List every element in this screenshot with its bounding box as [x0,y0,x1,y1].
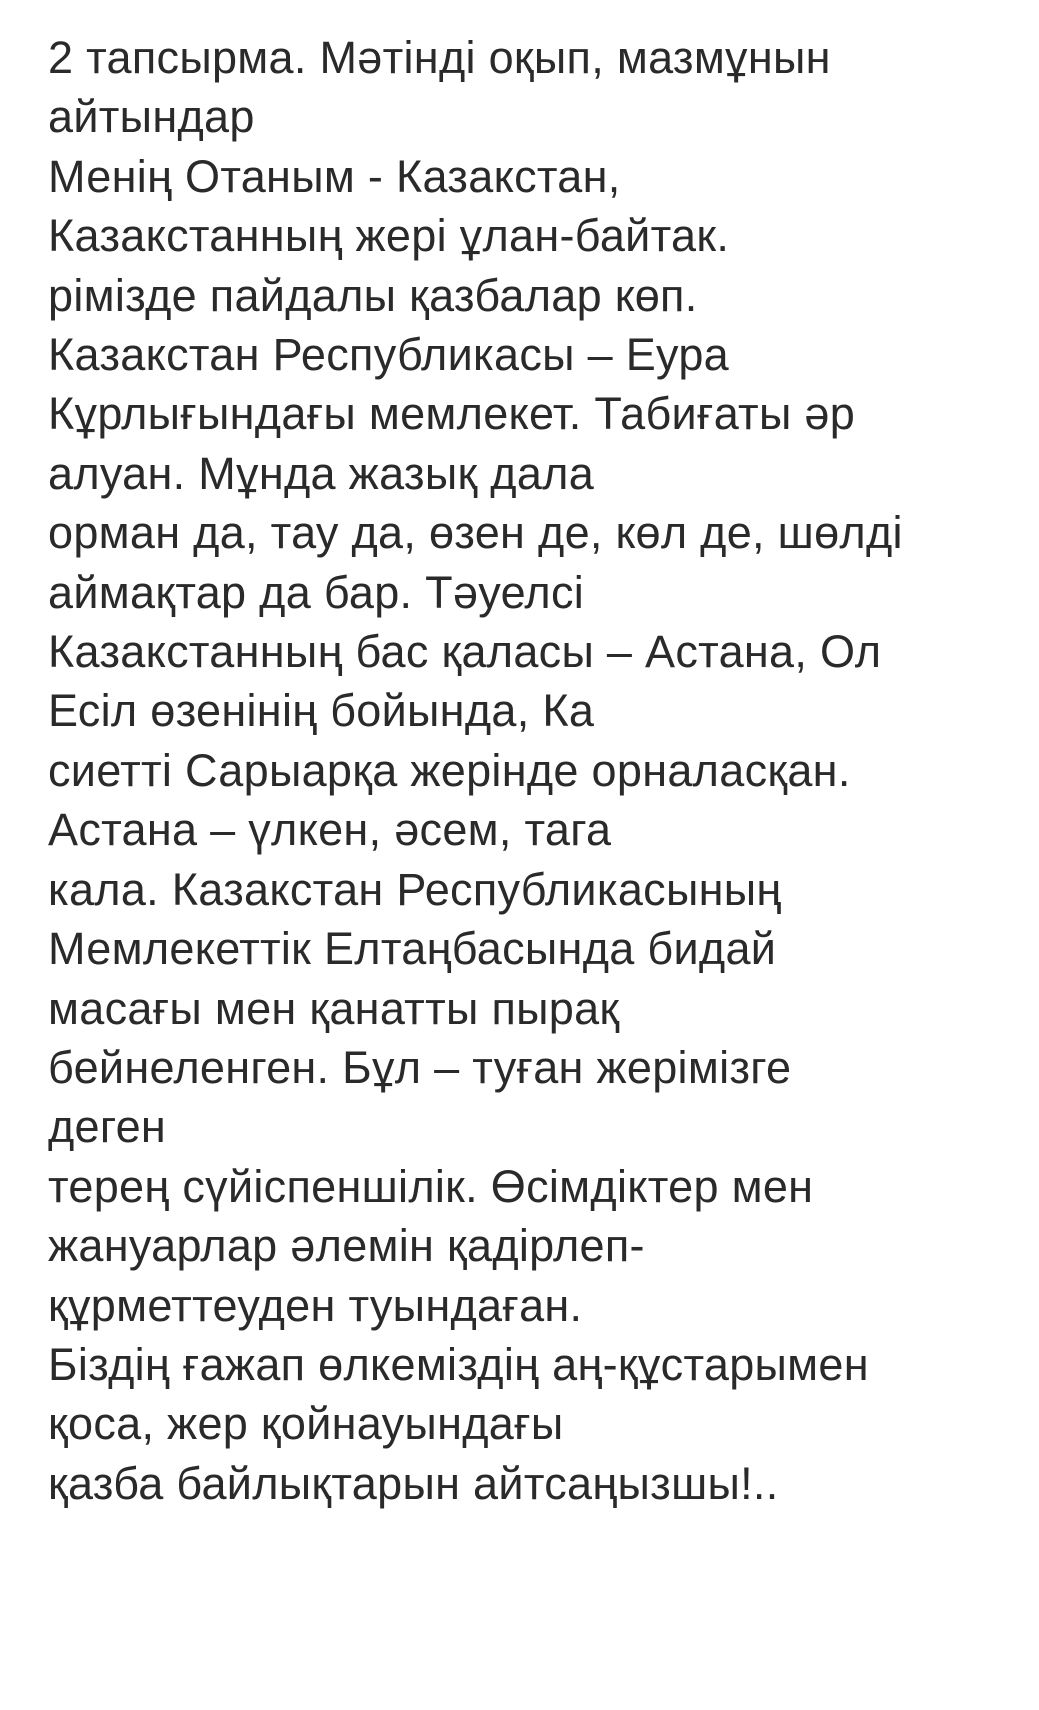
text-line: алуан. Мұнда жазық дала [48,447,595,499]
text-line: кала. Казакстан Республикасының [48,863,782,915]
text-line: терең сүйіспеншілік. Өсімдіктер мен [48,1160,814,1212]
text-line: Казакстан Республикасы – Еура [48,329,729,381]
text-line: Астана – үлкен, әсем, тага [48,804,612,856]
text-line: деген [48,1101,167,1153]
task-heading-line-1: 2 тапсырма. Мәтінді оқып, мазмұнын [48,32,831,83]
task-text [48,28,1028,1513]
text-line: Казакстанның бас қаласы – Астана, Ол [48,626,882,678]
text-line: Біздің ғажап өлкеміздің аң-құстарымен [48,1338,869,1390]
text-line: аймақтар да бар. Тәуелсі [48,566,585,618]
task-heading-line-2: айтындар [48,91,255,143]
text-line: қазба байлықтарын айтсаңызшы!.. [48,1457,779,1509]
text-line: масағы мен қанатты пырақ [48,982,620,1034]
text-line: құрметтеуден туындаған. [48,1279,583,1331]
text-line: рімізде пайдалы қазбалар көп. [48,269,698,321]
text-line: орман да, тау да, өзен де, көл де, шөлді [48,507,903,559]
text-line: қоса, жер қойнауындағы [48,1398,564,1450]
text-line: Менің Отаным - Казакстан, [48,150,621,202]
text-line: Есіл өзенінің бойында, Ка [48,685,595,737]
text-line: Мемлекеттік Елтаңбасында бидай [48,923,777,975]
text-line: бейнеленген. Бұл – туған жерімізге [48,1041,792,1093]
text-line: Кұрлығындағы мемлекет. Табиғаты әр [48,388,856,440]
text-line: сиетті Сарыарқа жерінде орналасқан. [48,744,851,796]
text-line: жануарлар әлемін қадірлеп- [48,1220,645,1272]
text-line: Казакстанның жері ұлан-байтак. [48,210,730,262]
